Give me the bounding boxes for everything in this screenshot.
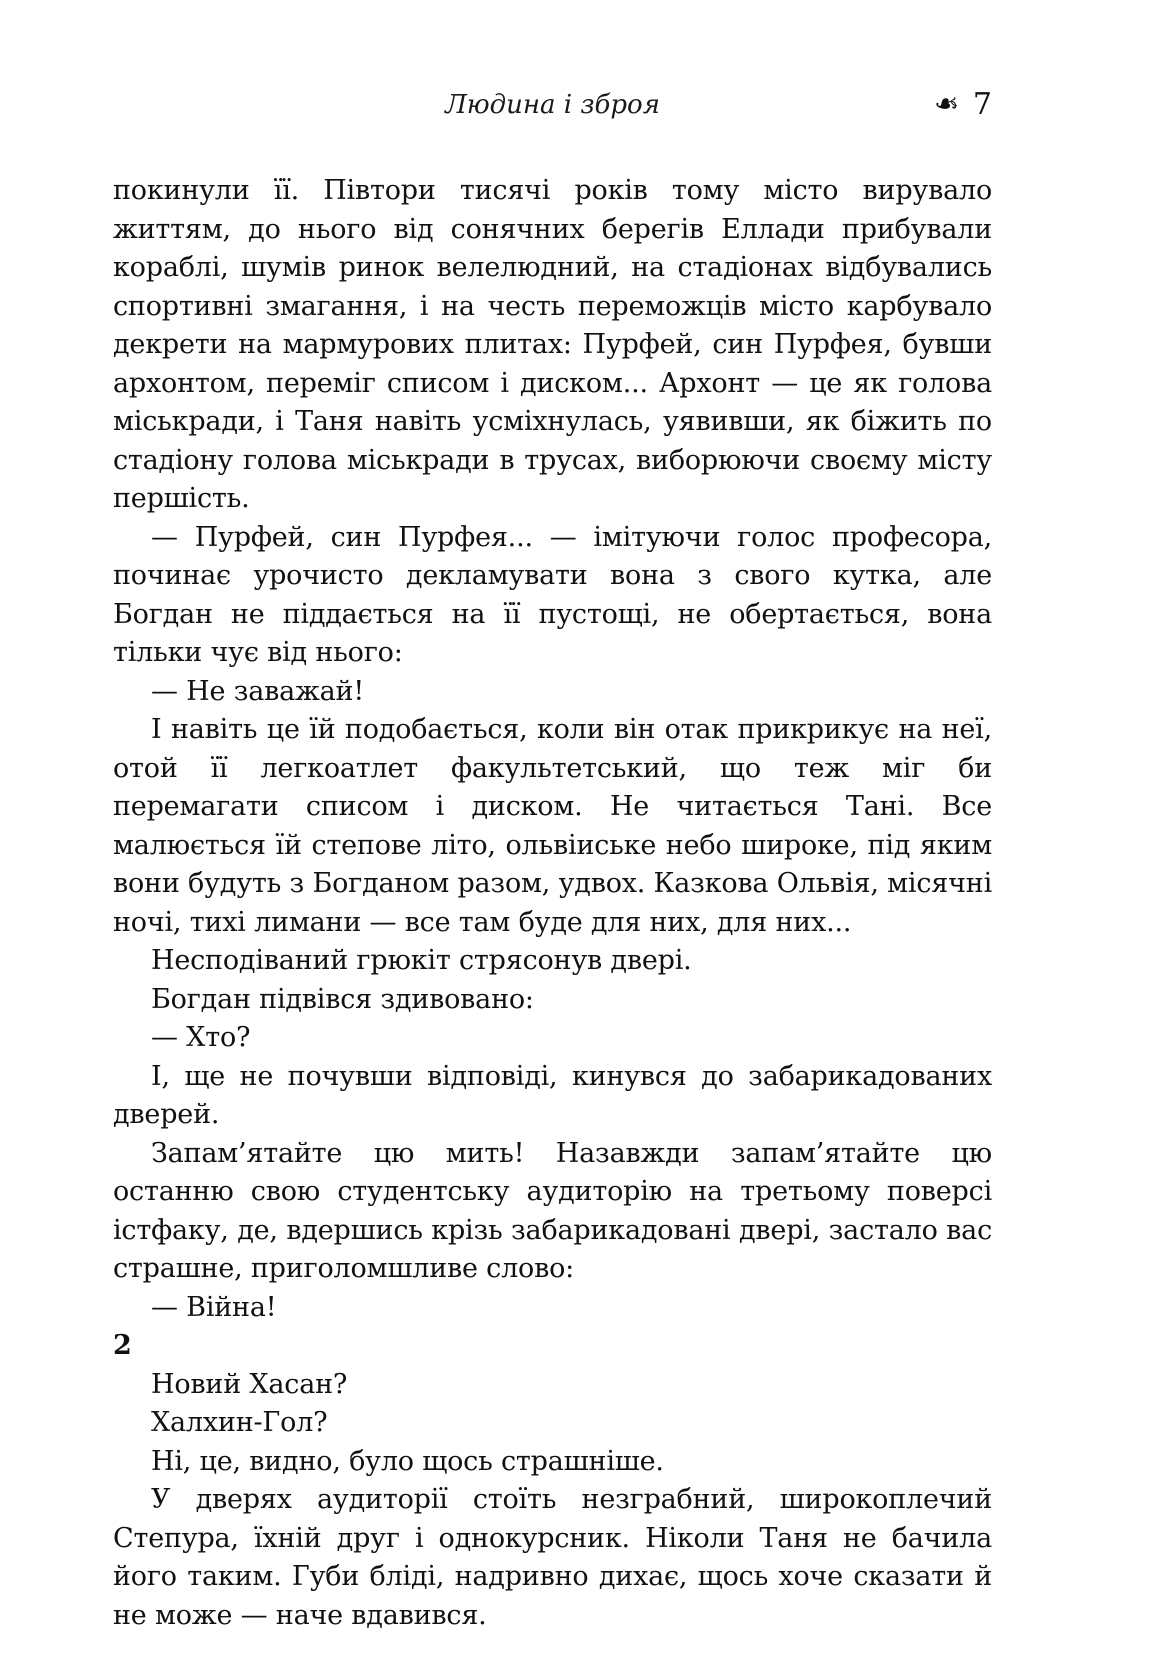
paragraph: І, ще не почувши відповіді, кинувся до забарикадованих дверей. bbox=[113, 1060, 992, 1130]
paragraph: — Не заважай! bbox=[151, 675, 364, 707]
paragraph: — Хто? bbox=[151, 1022, 251, 1053]
section-number: 2 bbox=[113, 1330, 132, 1361]
body-text bbox=[113, 172, 992, 1635]
fleuron-ornament-icon: ❧ bbox=[933, 87, 959, 122]
paragraph: — Пурфей, син Пурфея... — імітуючи голос професора, починає урочисто декламувати вона з свого кутка, але Богдан не піддається на її пустощі, не обертається, вона тільки чує від нього: bbox=[113, 521, 992, 668]
paragraph: Несподіваний грюкіт стрясонув двері. bbox=[151, 945, 692, 976]
paragraph: Ні, це, видно, було щось страшніше. bbox=[151, 1445, 664, 1477]
paragraph: покинули її. Півтори тисячі років тому місто вирувало життям, до нього від сонячних берегів Еллади прибували кораблі, шумів ринок велелюдний, на стадіонах відбувались спортивні змагання, і на честь переможців місто карбувало декрети на мармурових плитах: Пурфей, син Пурфея, бувши архонтом, переміг списом і диском... Архонт — це як голова міськради, і Таня навіть усміхнулась, уявивши, як біжить по стадіону голова міськради в трусах, виборюючи своєму місту першість. bbox=[113, 175, 992, 514]
text-column bbox=[113, 88, 992, 1635]
paragraph: Богдан підвівся здивовано: bbox=[151, 983, 534, 1015]
paragraph: — Війна! bbox=[151, 1291, 277, 1323]
paragraph: І навіть це їй подобається, коли він отак прикрикує на неї, отой її легкоатлет факультетський, що теж міг би перемагати списом і диском. Не читається Тані. Все малюється їй степове літо, ольвіиське небо широке, під яким вони будуть з Богданом разом, удвох. Казкова Ольвія, місячні ночі, тихі лимани — все там буде для них, для них... bbox=[113, 714, 992, 938]
paragraph: У дверях аудиторії стоїть незграбний, широкоплечий Степура, їхній друг і однокурсник. Ніколи Таня не бачила його таким. Губи бліді, надривно дихає, щось хоче сказати й не може — наче вдавився. bbox=[113, 1484, 992, 1631]
page-number: 7 bbox=[972, 87, 992, 122]
page-number-group bbox=[934, 88, 992, 122]
paragraph: Халхин-Гол? bbox=[151, 1407, 328, 1438]
running-header bbox=[113, 88, 992, 132]
running-header-title: Людина і зброя bbox=[445, 90, 660, 120]
paragraph: Новий Хасан? bbox=[151, 1368, 348, 1400]
paragraph: Запам’ятайте цю мить! Назавжди запам’ятайте цю останню свою студентську аудиторію на третьому поверсі істфаку, де, вдершись крізь забарикадовані двері, застало вас страшне, приголомшливе слово: bbox=[113, 1137, 992, 1284]
